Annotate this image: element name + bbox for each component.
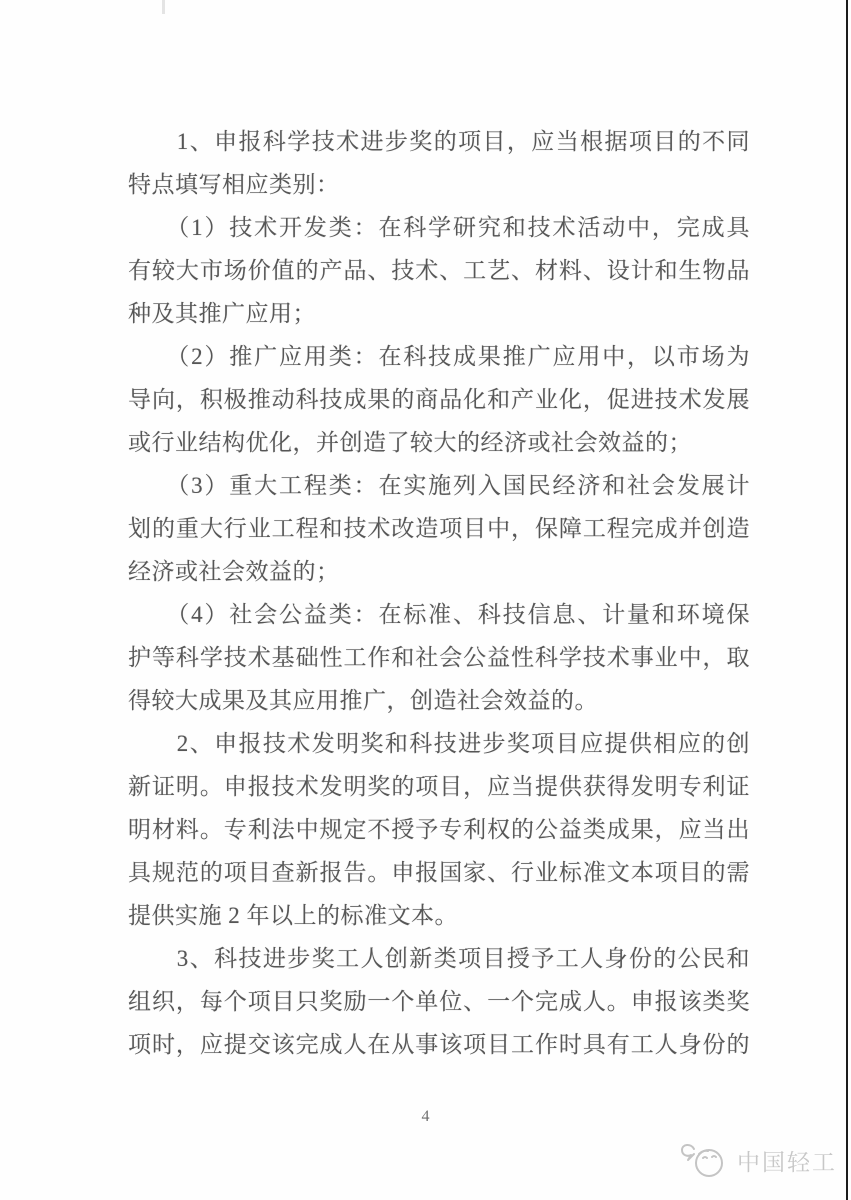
scan-edge-line	[846, 0, 848, 1200]
document-text-line: （2）推广应用类：在科技成果推广应用中，以市场为	[128, 344, 750, 369]
document-text-line: 1、申报科学技术进步奖的项目，应当根据项目的不同	[128, 129, 750, 154]
document-text-line: 新证明。申报技术发明奖的项目，应当提供获得发明专利证	[128, 774, 750, 799]
document-text-line: 具规范的项目查新报告。申报国家、行业标准文本项目的需	[128, 860, 750, 885]
document-text-line: （3）重大工程类：在实施列入国民经济和社会发展计	[128, 473, 750, 498]
document-text-line: 2、申报技术发明奖和科技进步奖项目应提供相应的创	[128, 731, 750, 756]
document-text-block	[128, 120, 750, 1066]
document-text-line: 3、科技进步奖工人创新类项目授予工人身份的公民和	[128, 946, 750, 971]
document-text-line: 得较大成果及其应用推广，创造社会效益的。	[128, 688, 598, 713]
page-number: 4	[421, 1108, 430, 1125]
document-text-line: 划的重大行业工程和技术改造项目中，保障工程完成并创造	[128, 516, 750, 541]
scan-artifact-mark	[162, 0, 165, 14]
brand-watermark	[679, 1140, 837, 1180]
document-text-line: 明材料。专利法中规定不授予专利权的公益类成果，应当出	[128, 817, 750, 842]
document-text-line: 或行业结构优化，并创造了较大的经济或社会效益的；	[128, 430, 692, 455]
document-text-line: 导向，积极推动科技成果的商品化和产业化，促进技术发展	[128, 387, 750, 412]
document-text-line: 特点填写相应类别：	[128, 172, 340, 197]
document-text-line: 护等科学技术基础性工作和社会公益性科学技术事业中，取	[128, 645, 750, 670]
document-text-line: （4）社会公益类：在标准、科技信息、计量和环境保	[128, 602, 750, 627]
document-text-line: 经济或社会效益的；	[128, 559, 340, 584]
document-text-line: 有较大市场价值的产品、技术、工艺、材料、设计和生物品	[128, 258, 750, 283]
brand-watermark-text: 中国轻工	[737, 1148, 837, 1175]
document-text-line: 提供实施 2 年以上的标准文本。	[128, 903, 458, 928]
document-text-line: 组织，每个项目只奖励一个单位、一个完成人。申报该类奖	[128, 989, 750, 1014]
document-text-line: （1）技术开发类：在科学研究和技术活动中，完成具	[128, 215, 750, 240]
document-text-line: 种及其推广应用；	[128, 301, 316, 326]
document-text-line: 项时，应提交该完成人在从事该项目工作时具有工人身份的	[128, 1032, 750, 1057]
brand-mascot-logo-icon	[679, 1140, 731, 1180]
